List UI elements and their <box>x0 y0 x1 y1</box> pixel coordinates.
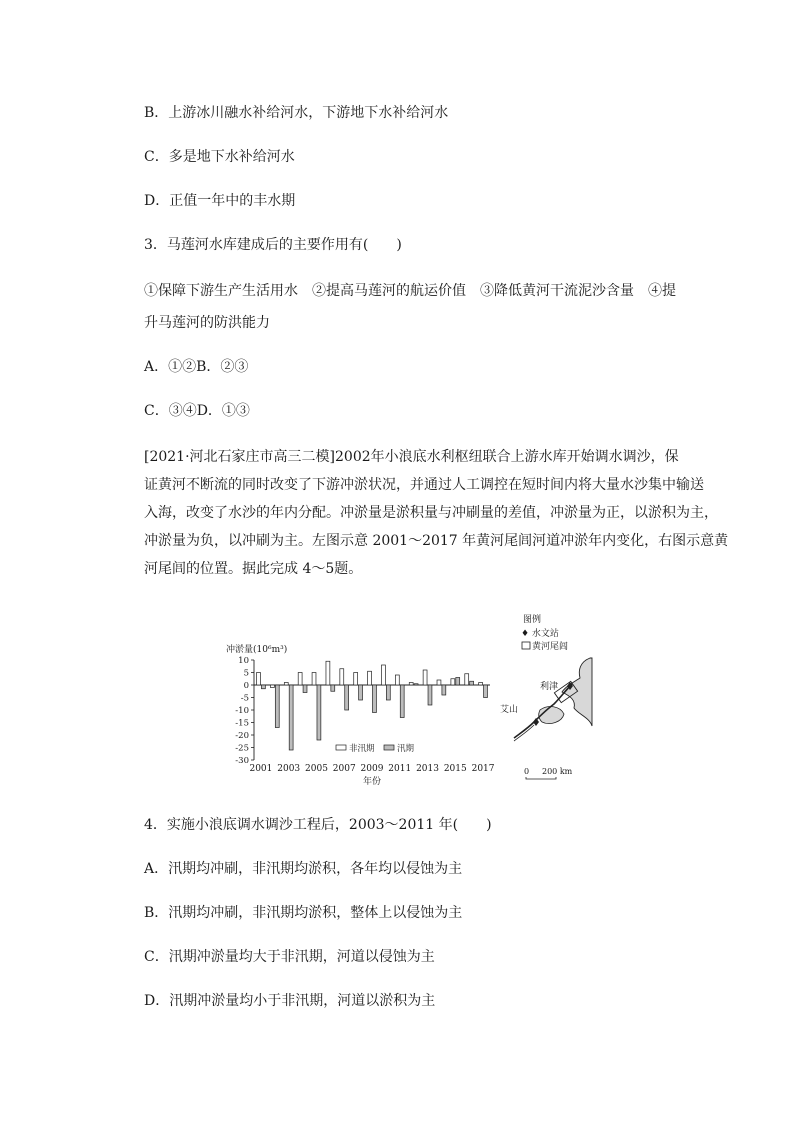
river-bank <box>514 725 534 741</box>
chart-x-tick-label: 2001 <box>249 764 273 774</box>
chart-y-tick-label: -20 <box>235 731 249 741</box>
q3-items-line1: ①保障下游生产生活用水 ②提高马莲河的航运价值 ③降低黄河干流泥沙含量 ④提 <box>144 283 676 299</box>
legend-label-flood: 汛期 <box>397 744 415 754</box>
bar-flood <box>359 685 363 700</box>
bar-non-flood <box>298 673 302 686</box>
legend-label-non-flood: 非汛期 <box>349 744 375 754</box>
map-scale-bar <box>526 777 556 779</box>
yellow-river-tail-map <box>500 610 610 780</box>
chart-x-tick-label: 2009 <box>360 764 384 774</box>
q3-stem: 3．马莲河水库建成后的主要作用有( ) <box>144 237 402 253</box>
q4-option-c: C．汛期冲淤量均大于非汛期，河道以侵蚀为主 <box>144 949 435 965</box>
map-legend-title: 图例 <box>523 615 542 625</box>
bar-non-flood <box>270 685 274 688</box>
passage-line-3: 入海，改变了水沙的年内分配。冲淤量是淤积量与冲刷量的差值，冲淤量为正，以淤积为主， <box>144 505 718 521</box>
legend-swatch-flood <box>384 745 394 750</box>
map-label-lijin: 利津 <box>540 682 559 692</box>
chart-y-tick-label: 0 <box>243 681 249 691</box>
bar-non-flood <box>423 670 427 685</box>
passage-line-4: 冲淤量为负，以冲刷为主。左图示意 2001～2017 年黄河尾闾河道冲淤年内变化，右图示意黄 <box>144 533 729 549</box>
bar-non-flood <box>409 683 413 686</box>
bar-non-flood <box>340 669 344 685</box>
bar-non-flood <box>368 671 372 685</box>
bar-flood <box>331 685 335 691</box>
bar-flood <box>428 685 432 705</box>
bar-flood <box>484 685 488 698</box>
map-legend-tail: 黄河尾闾 <box>532 642 569 652</box>
map-legend-tail-swatch <box>522 642 530 649</box>
chart-y-tick-label: -10 <box>235 706 249 716</box>
q4-option-d: D．汛期冲淤量均小于非汛期，河道以淤积为主 <box>144 993 436 1009</box>
chart-y-tick-label: -15 <box>235 718 249 729</box>
q2-option-d: D．正值一年中的丰水期 <box>144 193 296 209</box>
chart-y-tick-label: -30 <box>235 756 249 766</box>
bar-non-flood <box>354 673 358 686</box>
bar-flood <box>386 685 390 700</box>
bar-flood <box>317 685 321 740</box>
bar-non-flood <box>257 673 261 686</box>
bar-flood <box>442 685 446 695</box>
bar-non-flood <box>381 665 385 685</box>
bar-flood <box>414 684 418 685</box>
chart-y-tick-label: -25 <box>235 743 249 754</box>
map-label-aishan: 艾山 <box>500 705 519 715</box>
q3-option-cd: C．③④D．①③ <box>144 403 250 419</box>
q2-option-b: B．上游冰川融水补给河水，下游地下水补给河水 <box>144 105 449 121</box>
bar-flood <box>470 681 474 685</box>
q2-option-c: C．多是地下水补给河水 <box>144 149 295 165</box>
bar-non-flood <box>395 675 399 685</box>
bar-flood <box>400 685 404 718</box>
passage-line-1: [2021·河北石家庄市高三二模]2002年小浪底水利枢纽联合上游水库开始调水调沙，保 <box>144 449 679 465</box>
chart-x-tick-label: 2007 <box>332 764 356 774</box>
map-scale-value: 200 km <box>542 767 573 776</box>
chart-y-tick-label: 10 <box>238 656 249 666</box>
chart-x-tick-label: 2013 <box>416 764 439 774</box>
legend-swatch-non-flood <box>336 745 346 750</box>
bar-flood <box>345 685 349 710</box>
passage-line-2: 证黄河不断流的同时改变了下游冲淤状况，并通过人工调控在短时间内将大量水沙集中输送 <box>144 477 704 493</box>
q4-option-b: B．汛期均冲刷，非汛期均淤积，整体上以侵蚀为主 <box>144 905 463 921</box>
bar-non-flood <box>479 683 483 686</box>
bar-non-flood <box>437 680 441 685</box>
bar-flood <box>303 685 307 693</box>
chart-x-tick-label: 2003 <box>277 764 301 774</box>
chart-x-tick-label: 2015 <box>443 764 467 774</box>
bar-flood <box>261 685 265 689</box>
bar-non-flood <box>284 683 288 686</box>
q4-stem: 4．实施小浪底调水调沙工程后，2003～2011 年( ) <box>144 817 492 833</box>
bar-flood <box>275 685 279 728</box>
q4-option-a: A．汛期均冲刷，非汛期均淤积，各年均以侵蚀为主 <box>144 861 463 877</box>
chart-x-tick-label: 2017 <box>471 764 495 774</box>
chart-y-axis-label: 冲淤量(10⁶m³) <box>226 645 288 655</box>
bar-non-flood <box>465 674 469 685</box>
bar-non-flood <box>312 673 316 686</box>
chart-y-tick-label: 5 <box>243 668 249 679</box>
bar-flood <box>373 685 377 713</box>
passage-line-5: 河尾闾的位置。据此完成 4～5题。 <box>144 561 363 577</box>
bar-flood <box>456 678 460 686</box>
chart-x-tick-label: 2011 <box>388 764 412 774</box>
bar-non-flood <box>326 661 330 685</box>
bar-flood <box>289 685 293 750</box>
map-legend-station: ♦ 水文站 <box>521 629 559 639</box>
scour-deposition-chart <box>222 640 497 792</box>
chart-x-axis-label: 年份 <box>362 777 382 787</box>
chart-x-tick-label: 2005 <box>305 764 328 774</box>
map-scale-zero: 0 <box>524 767 530 776</box>
bar-non-flood <box>451 679 455 685</box>
q3-items-line2: 升马莲河的防洪能力 <box>144 315 270 331</box>
aishan-station-icon <box>533 718 539 726</box>
q3-option-ab: A．①②B．②③ <box>144 359 249 375</box>
lake-area <box>539 707 564 724</box>
chart-y-tick-label: -5 <box>240 693 249 704</box>
